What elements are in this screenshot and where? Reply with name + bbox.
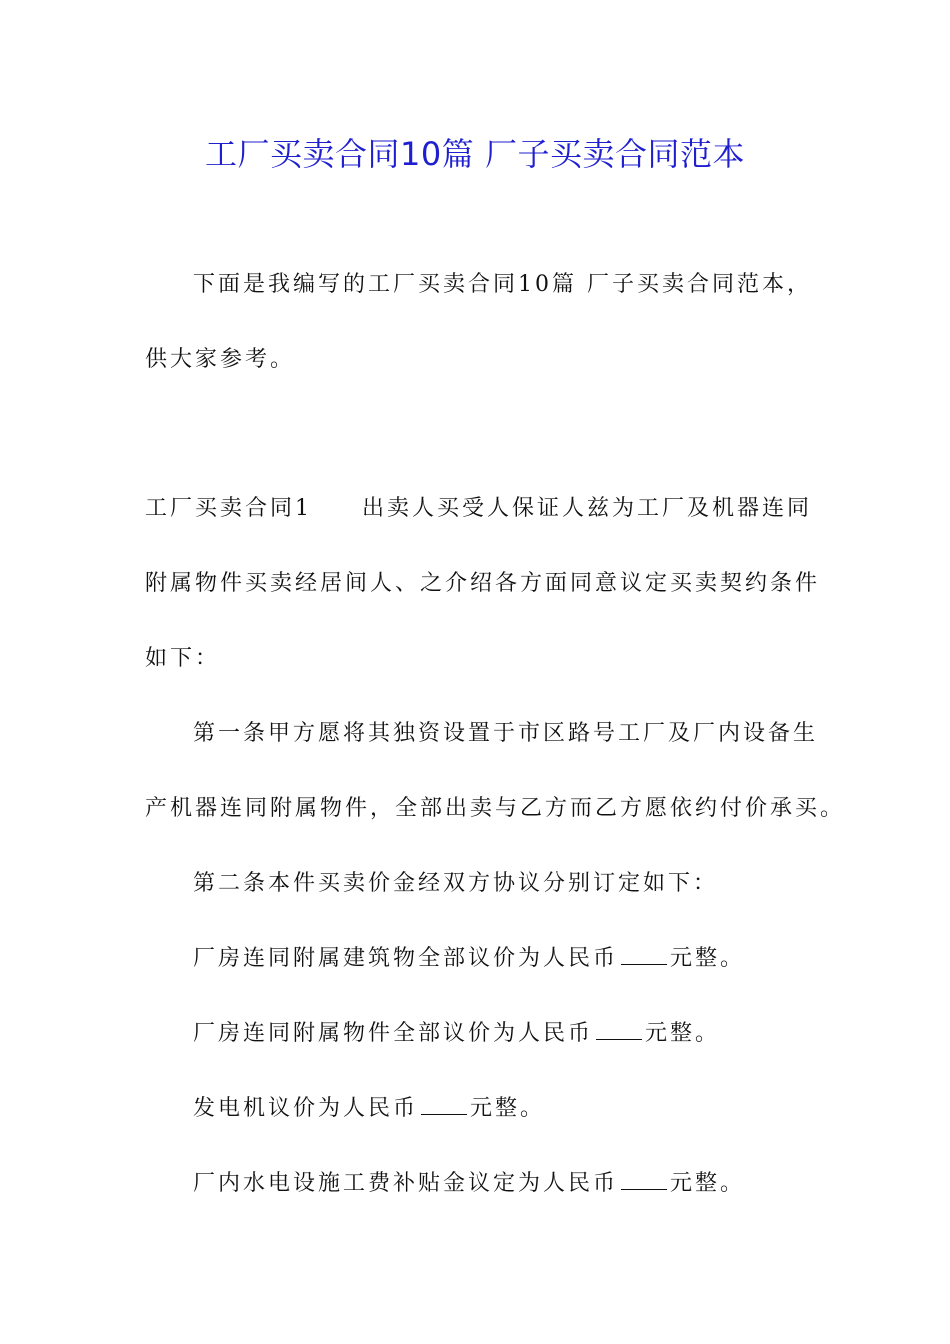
price-item-3-suffix: 元整。: [470, 1096, 546, 1121]
contract-body: [145, 471, 846, 1221]
price-item-2-suffix: 元整。: [645, 1021, 721, 1046]
section1-line-3: 如下：: [145, 646, 221, 671]
article1-line-2: 产机器连同附属物件，全部出卖与乙方而乙方愿依约付价承买。: [145, 796, 846, 821]
price-item-2-label: 厂房连同附属物件全部议价为人民币: [193, 1021, 594, 1046]
price-blank-4: [621, 1171, 667, 1190]
intro-paragraph-line-2: 供大家参考。: [145, 347, 296, 372]
section1-line-1: 工厂买卖合同1 出卖人买受人保证人兹为工厂及机器连同: [145, 496, 812, 521]
price-blank-1: [621, 946, 667, 965]
price-item-4: [145, 1146, 810, 1221]
price-item-3-label: 发电机议价为人民币: [193, 1096, 419, 1121]
price-item-1-suffix: 元整。: [670, 946, 746, 971]
price-blank-3: [421, 1096, 467, 1115]
price-item-2: [145, 996, 810, 1071]
price-item-1-label: 厂房连同附属建筑物全部议价为人民币: [193, 946, 619, 971]
price-item-4-label: 厂内水电设施工费补贴金议定为人民币: [193, 1171, 619, 1196]
document-title: 工厂买卖合同10篇 厂子买卖合同范本: [205, 135, 745, 173]
intro-paragraph-line-1: 下面是我编写的工厂买卖合同10篇 厂子买卖合同范本，: [193, 272, 812, 297]
article1-line-1: 第一条甲方愿将其独资设置于市区路号工厂及厂内设备生: [193, 721, 819, 746]
price-item-1: [145, 921, 810, 996]
article2-line: 第二条本件买卖价金经双方协议分别订定如下：: [193, 871, 719, 896]
document-body: [145, 247, 810, 397]
section1-line-2: 附属物件买卖经居间人、之介绍各方面同意议定买卖契约条件: [145, 571, 821, 596]
price-item-3: [145, 1071, 810, 1146]
price-blank-2: [596, 1021, 642, 1040]
price-item-4-suffix: 元整。: [670, 1171, 746, 1196]
